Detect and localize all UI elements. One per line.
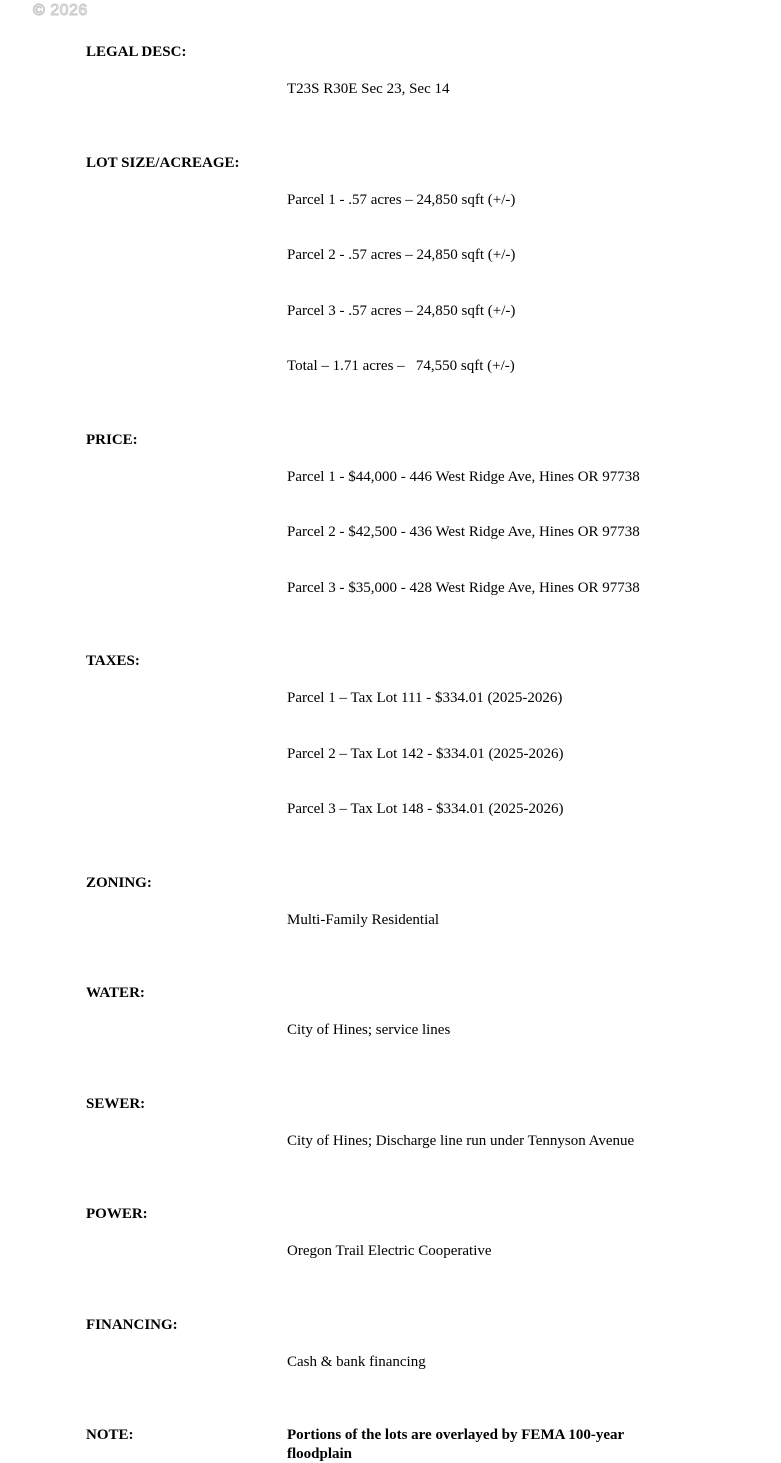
- taxes-label: TAXES:: [86, 653, 140, 669]
- zoning-label: ZONING:: [86, 874, 152, 891]
- note-row: [86, 1426, 706, 1463]
- zoning-value: [287, 874, 439, 967]
- water-label: WATER:: [86, 985, 145, 1001]
- legal-desc-row: [86, 43, 706, 136]
- water-value: [287, 984, 450, 1077]
- lot-size-row: [86, 154, 706, 413]
- value-line: Parcel 1 – Tax Lot 111 - $334.01 (2025-2026): [287, 690, 563, 706]
- property-details: [86, 43, 706, 1463]
- legal-desc-value: [287, 43, 450, 136]
- lot-size-value: [287, 154, 515, 413]
- taxes-row: [86, 652, 706, 856]
- power-label: POWER:: [86, 1206, 148, 1222]
- price-row: [86, 431, 706, 635]
- sewer-label: SEWER:: [86, 1095, 146, 1112]
- value-line: Parcel 3 - $35,000 - 428 West Ridge Ave, Hines OR 97738: [287, 579, 640, 596]
- value-line: Multi-Family Residential: [287, 911, 440, 928]
- financing-value: [287, 1316, 426, 1409]
- water-row: [86, 984, 706, 1077]
- value-line: City of Hines; service lines: [287, 1022, 451, 1038]
- power-row: [86, 1205, 706, 1298]
- value-line: Parcel 2 - .57 acres – 24,850 sqft (+/-): [287, 247, 516, 263]
- lot-size-label: LOT SIZE/ACREAGE:: [86, 154, 240, 171]
- value-line: Cash & bank financing: [287, 1353, 426, 1370]
- value-line: Parcel 1 - $44,000 - 446 West Ridge Ave, Hines OR 97738: [287, 468, 640, 485]
- value-line: T23S R30E Sec 23, Sec 14: [287, 81, 450, 97]
- value-line: Parcel 1 - .57 acres – 24,850 sqft (+/-): [287, 191, 516, 208]
- legal-desc-label: LEGAL DESC:: [86, 44, 187, 60]
- price-value: [287, 431, 640, 635]
- sewer-row: [86, 1095, 706, 1188]
- note-value: Portions of the lots are overlayed by FEMA 100-year floodplain: [287, 1427, 624, 1462]
- taxes-value: [287, 652, 564, 856]
- financing-label: FINANCING:: [86, 1316, 178, 1333]
- copyright-watermark: © 2026: [33, 2, 88, 19]
- power-value: [287, 1205, 492, 1298]
- note-label: NOTE:: [86, 1427, 134, 1443]
- sewer-value: [287, 1095, 634, 1188]
- value-line: Parcel 3 – Tax Lot 148 - $334.01 (2025-2026): [287, 801, 564, 817]
- value-line: Total – 1.71 acres – 74,550 sqft (+/-): [287, 358, 515, 374]
- value-line: Parcel 3 - .57 acres – 24,850 sqft (+/-): [287, 302, 516, 319]
- value-line: City of Hines; Discharge line run under Tennyson Avenue: [287, 1132, 635, 1149]
- financing-row: [86, 1316, 706, 1409]
- value-line: Parcel 2 – Tax Lot 142 - $334.01 (2025-2026): [287, 745, 564, 762]
- zoning-row: [86, 874, 706, 967]
- value-line: Parcel 2 - $42,500 - 436 West Ridge Ave, Hines OR 97738: [287, 524, 640, 540]
- price-label: PRICE:: [86, 431, 138, 448]
- value-line: Oregon Trail Electric Cooperative: [287, 1243, 492, 1259]
